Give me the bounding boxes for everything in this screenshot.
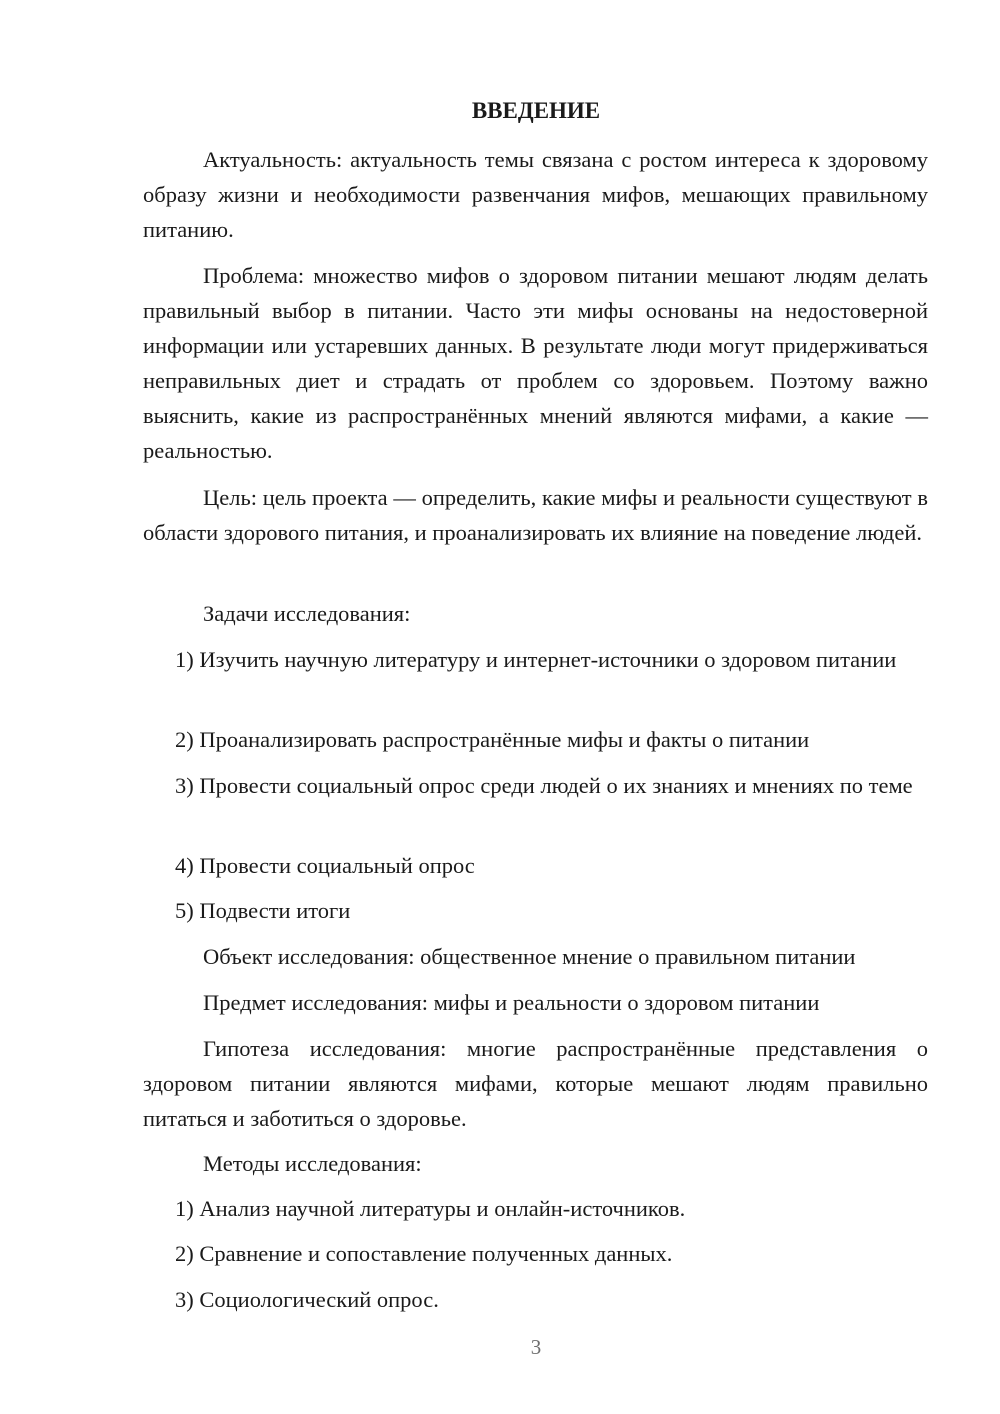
methods-heading: Методы исследования:: [203, 1151, 422, 1176]
task-item-5: 5) Подвести итоги: [175, 898, 351, 923]
task-item-4: 4) Провести социальный опрос: [175, 853, 475, 878]
subject-paragraph: Предмет исследования: мифы и реальности о здоровом питании: [203, 990, 820, 1015]
page-number: 3: [530, 1335, 542, 1359]
goal-paragraph: Цель: цель проекта — определить, какие мифы и реальности существуют в области здорового питания, и проанализировать их влияние на поведение людей.: [143, 485, 928, 545]
hypothesis-paragraph: Гипотеза исследования: многие распространённые представления о здоровом питании являются мифами, которые мешают людям правильно питаться и заботиться о здоровье.: [143, 1036, 928, 1131]
method-item-2: 2) Сравнение и сопоставление полученных данных.: [175, 1241, 673, 1266]
task-item-2: 2) Проанализировать распространённые мифы и факты о питании: [175, 727, 810, 752]
object-paragraph: Объект исследования: общественное мнение о правильном питании: [203, 944, 856, 969]
method-item-3: 3) Социологический опрос.: [175, 1287, 439, 1312]
task-item-1: 1) Изучить научную литературу и интернет-источники о здоровом питании: [175, 647, 897, 672]
method-item-1: 1) Анализ научной литературы и онлайн-источников.: [175, 1196, 686, 1221]
problem-paragraph: Проблема: множество мифов о здоровом питании мешают людям делать правильный выбор в питании. Часто эти мифы основаны на недостоверной информации или устаревших данных. В результате люди могут придерживаться неправильных диет и страдать от проблем со здоровьем. Поэтому важно выяснить, какие из распространённых мнений являются мифами, а какие — реальностью.: [143, 263, 928, 463]
section-heading: ВВЕДЕНИЕ: [471, 98, 601, 123]
task-item-3: 3) Провести социальный опрос среди людей о их знаниях и мнениях по теме: [175, 773, 913, 798]
tasks-heading: Задачи исследования:: [203, 601, 411, 626]
relevance-paragraph: Актуальность: актуальность темы связана с ростом интереса к здоровому образу жизни и необходимости развенчания мифов, мешающих правильному питанию.: [143, 147, 928, 242]
